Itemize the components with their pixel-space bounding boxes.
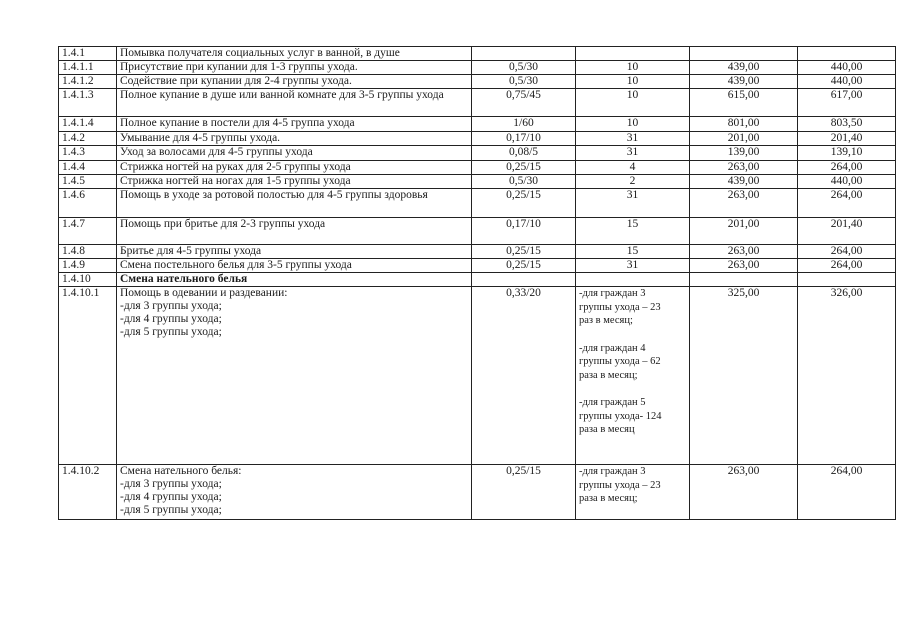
service-name-cell: Умывание для 4-5 группы ухода. [117,132,472,146]
count-note [579,342,686,383]
norm-cell [472,47,576,61]
service-name-cell: Присутствие при купании для 1-3 группы ухода. [117,61,472,75]
count-cell: 2 [576,175,690,189]
norm-cell: 0,25/15 [472,259,576,273]
count-note-line: -для граждан 3 [579,288,646,299]
table-row [59,161,896,175]
service-name-cell [117,287,472,465]
code-cell: 1.4.3 [59,146,117,161]
price-cell: 615,00 [690,89,798,117]
service-name-cell: Помывка получателя социальных услуг в ванной, в душе [117,47,472,61]
norm-cell: 0,5/30 [472,175,576,189]
count-note-line: раза в месяц; [579,369,638,381]
price-cell: 439,00 [690,61,798,75]
name-line: -для 4 группы ухода; [120,313,222,325]
table-row [59,189,896,218]
norm-cell: 0,25/15 [472,465,576,520]
code-cell: 1.4.2 [59,132,117,146]
count-cell: 15 [576,245,690,259]
count-note-line: раза в месяц; [579,493,638,504]
new-price-cell: 264,00 [798,465,896,520]
service-name-cell: Стрижка ногтей на руках для 2-5 группы ухода [117,161,472,175]
service-name-cell: Стрижка ногтей на ногах для 1-5 группы ухода [117,175,472,189]
count-cell [576,287,690,465]
count-cell: 31 [576,146,690,161]
count-note-line: группы ухода – 62 [579,356,661,367]
count-cell: 10 [576,117,690,132]
price-cell: 139,00 [690,146,798,161]
new-price-cell: 201,40 [798,132,896,146]
price-cell: 439,00 [690,175,798,189]
price-cell: 439,00 [690,75,798,89]
norm-cell: 1/60 [472,117,576,132]
norm-cell: 0,75/45 [472,89,576,117]
count-cell [576,465,690,520]
table-row [59,259,896,273]
table-row [59,117,896,132]
code-cell: 1.4.7 [59,218,117,245]
empty-cell [472,273,576,287]
norm-cell: 0,17/10 [472,218,576,245]
table-row [59,287,896,465]
count-cell: 4 [576,161,690,175]
code-cell: 1.4.9 [59,259,117,273]
count-note [579,287,686,328]
norm-cell: 0,08/5 [472,146,576,161]
table-row [59,245,896,259]
count-note-line: группы ухода – 23 [579,479,661,491]
empty-cell [798,273,896,287]
count-cell: 15 [576,218,690,245]
price-cell: 263,00 [690,259,798,273]
price-cell [690,47,798,61]
count-cell: 31 [576,259,690,273]
code-cell: 1.4.10.1 [59,287,117,465]
price-cell: 263,00 [690,189,798,218]
table-row [59,47,896,61]
new-price-cell: 264,00 [798,245,896,259]
count-cell: 10 [576,75,690,89]
norm-cell: 0,25/15 [472,161,576,175]
table-row [59,132,896,146]
code-cell: 1.4.5 [59,175,117,189]
empty-cell [576,273,690,287]
count-cell: 10 [576,89,690,117]
price-cell: 325,00 [690,287,798,465]
tariff-table [58,46,896,520]
name-line: -для 5 группы ухода; [120,504,222,516]
count-note-line: группы ухода- 124 [579,410,662,422]
code-cell: 1.4.1.4 [59,117,117,132]
count-cell: 10 [576,61,690,75]
new-price-cell: 264,00 [798,259,896,273]
code-cell: 1.4.1 [59,47,117,61]
service-name-cell: Полное купание в душе или ванной комнате для 3-5 группы ухода [117,89,472,117]
name-line: Смена нательного белья: [120,465,242,477]
new-price-cell: 264,00 [798,189,896,218]
section-title-cell: Смена нательного белья [117,273,472,287]
name-line: -для 3 группы ухода; [120,478,222,490]
count-note-line: -для граждан 4 [579,342,646,354]
table-row [59,465,896,520]
table-row [59,175,896,189]
name-line: -для 4 группы ухода; [120,491,222,503]
count-note [579,396,686,437]
norm-cell: 0,17/10 [472,132,576,146]
price-cell: 801,00 [690,117,798,132]
service-name-cell: Помощь при бритье для 2-3 группы ухода [117,218,472,245]
service-name-cell: Смена постельного белья для 3-5 группы ухода [117,259,472,273]
table-row [59,146,896,161]
service-name-cell: Помощь в уходе за ротовой полостью для 4-5 группы здоровья [117,189,472,218]
new-price-cell: 440,00 [798,75,896,89]
price-cell: 201,00 [690,132,798,146]
table-row [59,61,896,75]
code-cell: 1.4.1.2 [59,75,117,89]
count-note-line: -для граждан 3 [579,466,646,477]
service-name-cell [117,465,472,520]
code-cell: 1.4.6 [59,189,117,218]
new-price-cell [798,47,896,61]
count-note-line: -для граждан 5 [579,397,646,408]
new-price-cell: 264,00 [798,161,896,175]
count-note-line: группы ухода – 23 [579,301,661,313]
name-line: -для 5 группы ухода; [120,326,222,338]
count-note-line: раза в месяц [579,424,635,435]
new-price-cell: 440,00 [798,61,896,75]
new-price-cell: 440,00 [798,175,896,189]
code-cell: 1.4.1.3 [59,89,117,117]
service-name-cell: Полное купание в постели для 4-5 группа ухода [117,117,472,132]
new-price-cell: 326,00 [798,287,896,465]
price-cell: 201,00 [690,218,798,245]
code-cell: 1.4.10 [59,273,117,287]
norm-cell: 0,25/15 [472,245,576,259]
code-cell: 1.4.1.1 [59,61,117,75]
table-row [59,75,896,89]
table-row-section [59,273,896,287]
count-cell [576,47,690,61]
new-price-cell: 617,00 [798,89,896,117]
count-note [579,465,686,506]
name-line: -для 3 группы ухода; [120,300,222,312]
norm-cell: 0,25/15 [472,189,576,218]
count-cell: 31 [576,189,690,218]
code-cell: 1.4.10.2 [59,465,117,520]
price-cell: 263,00 [690,161,798,175]
count-note-line: раз в месяц; [579,315,633,326]
code-cell: 1.4.4 [59,161,117,175]
service-name-cell: Бритье для 4-5 группы ухода [117,245,472,259]
service-name-cell: Содействие при купании для 2-4 группы ухода. [117,75,472,89]
price-cell: 263,00 [690,465,798,520]
new-price-cell: 201,40 [798,218,896,245]
service-name-cell: Уход за волосами для 4-5 группы ухода [117,146,472,161]
new-price-cell: 139,10 [798,146,896,161]
norm-cell: 0,5/30 [472,75,576,89]
table-row [59,218,896,245]
count-cell: 31 [576,132,690,146]
name-line: Помощь в одевании и раздевании: [120,287,288,299]
code-cell: 1.4.8 [59,245,117,259]
norm-cell: 0,5/30 [472,61,576,75]
new-price-cell: 803,50 [798,117,896,132]
norm-cell: 0,33/20 [472,287,576,465]
empty-cell [690,273,798,287]
table-row [59,89,896,117]
price-cell: 263,00 [690,245,798,259]
